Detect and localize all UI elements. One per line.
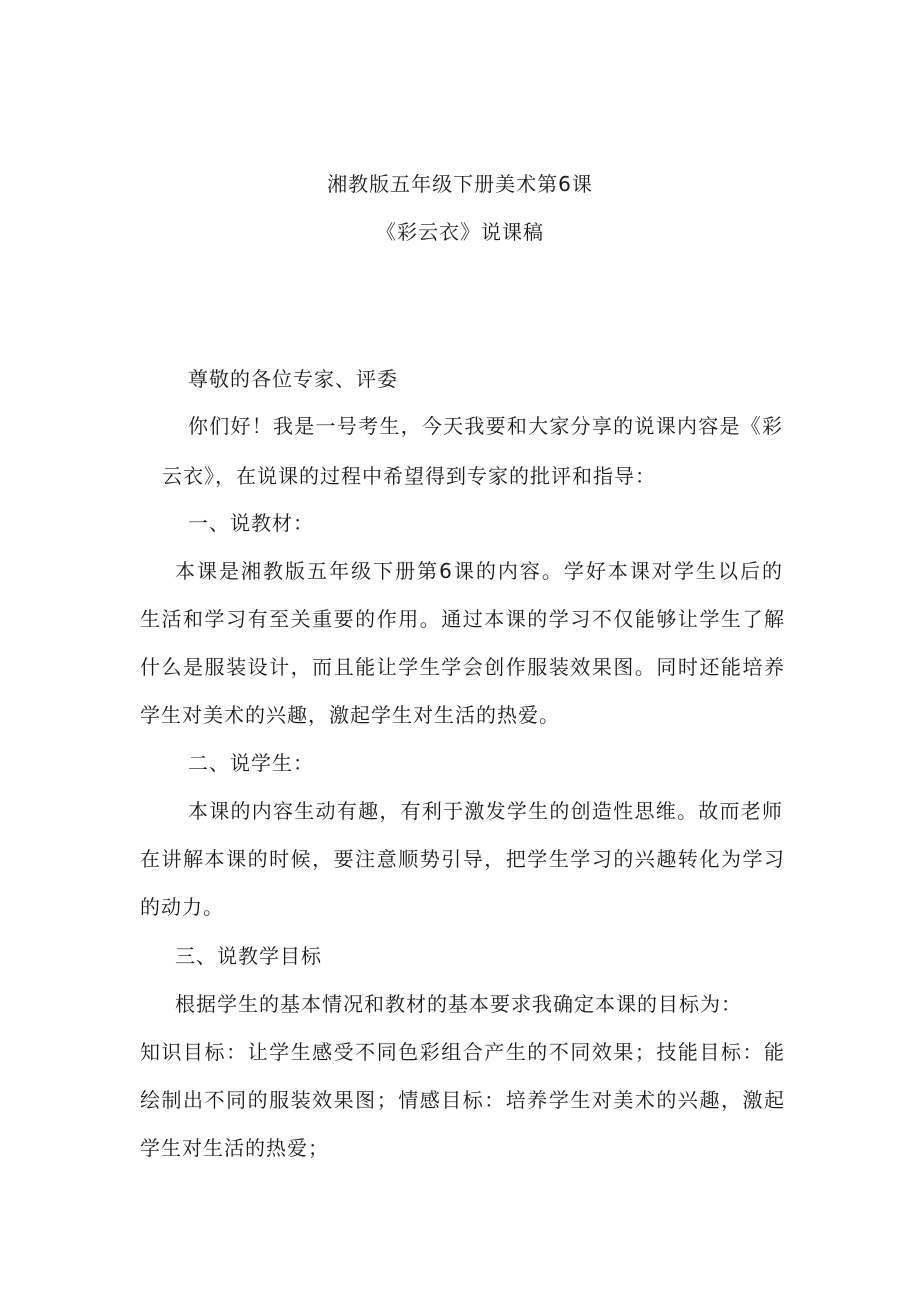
paragraph-line: 生活和学习有至关重要的作用。通过本课的学习不仅能够让学生了解 [140,607,785,631]
paragraph-line: 学生对生活的热爱； [140,1136,329,1160]
section-heading-objectives: 三、说教学目标 [175,944,322,968]
paragraph-line: 本课的内容生动有趣，有利于激发学生的创造性思维。故而老师 [188,799,783,823]
paragraph-line: 本课是湘教版五年级下册第6课的内容。学好本课对学生以后的 [175,559,783,583]
paragraph-line: 的动力。 [140,895,224,919]
paragraph-line: 在讲解本课的时候，要注意顺势引导，把学生学习的兴趣转化为学习 [140,847,785,871]
paragraph-line: 学生对美术的兴趣，激起学生对生活的热爱。 [140,703,560,727]
paragraph-line: 根据学生的基本情况和教材的基本要求我确定本课的目标为： [175,992,742,1016]
salutation: 尊敬的各位专家、评委 [188,367,398,391]
section-heading-students: 二、说学生： [188,751,314,775]
paragraph-line: 你们好！我是一号考生，今天我要和大家分享的说课内容是《彩 [188,414,783,438]
paragraph-line: 什么是服装设计，而且能让学生学会创作服装效果图。同时还能培养 [140,655,785,679]
document-title: 湘教版五年级下册美术第6课 [327,172,593,196]
paragraph-line: 知识目标：让学生感受不同色彩组合产生的不同效果；技能目标：能 [140,1040,785,1064]
section-heading-materials: 一、说教材： [188,511,314,535]
document-subtitle: 《彩云衣》说课稿 [376,220,544,244]
paragraph-line: 云衣》，在说课的过程中希望得到专家的批评和指导： [162,464,656,488]
paragraph-line: 绘制出不同的服装效果图；情感目标：培养学生对美术的兴趣，激起 [140,1088,785,1112]
